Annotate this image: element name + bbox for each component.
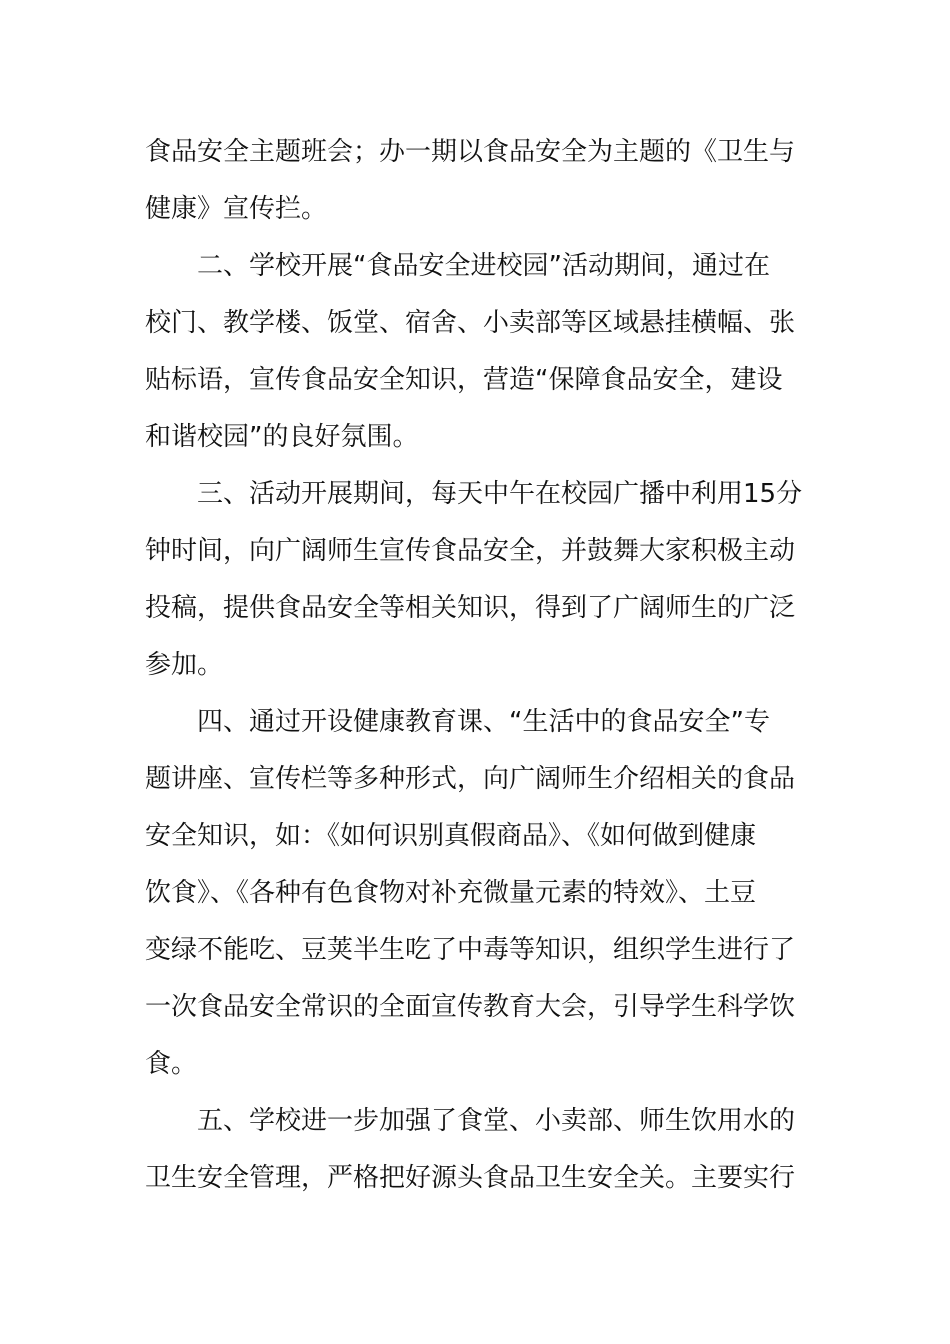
text-line: 校门、教学楼、饭堂、宿舍、小卖部等区域悬挂横幅、张: [145, 308, 796, 338]
text-line: 食。: [145, 1049, 198, 1079]
paragraph-start-line: 三、活动开展期间，每天中午在校园广播中利用15分: [197, 479, 803, 509]
text-line: 健康》宣传拦。: [145, 194, 328, 224]
text-line: 卫生安全管理，严格把好源头食品卫生安全关。主要实行: [145, 1163, 796, 1193]
paragraph-start-line: 五、学校进一步加强了食堂、小卖部、师生饮用水的: [197, 1106, 796, 1136]
text-line: 参加。: [145, 650, 224, 680]
text-line: 饮食》、《各种有色食物对补充微量元素的特效》、土豆: [145, 878, 757, 908]
text-line: 变绿不能吃、豆荚半生吃了中毒等知识，组织学生进行了: [145, 935, 796, 965]
text-line: 安全知识，如：《如何识别真假商品》、《如何做到健康: [145, 821, 757, 851]
text-line: 食品安全主题班会；办一期以食品安全为主题的《卫生与: [145, 137, 796, 167]
text-line: 投稿，提供食品安全等相关知识，得到了广阔师生的广泛: [145, 593, 796, 623]
document-body: [145, 124, 805, 1207]
text-line: 贴标语，宣传食品安全知识，营造“保障食品安全，建设: [145, 365, 783, 395]
paragraph-start-line: 二、学校开展“食品安全进校园”活动期间，通过在: [197, 251, 770, 281]
paragraph-start-line: 四、通过开设健康教育课、“生活中的食品安全”专: [197, 707, 770, 737]
text-line: 和谐校园”的良好氛围。: [145, 422, 419, 452]
text-line: 题讲座、宣传栏等多种形式，向广阔师生介绍相关的食品: [145, 764, 796, 794]
text-line: 一次食品安全常识的全面宣传教育大会，引导学生科学饮: [145, 992, 796, 1022]
text-line: 钟时间，向广阔师生宣传食品安全，并鼓舞大家积极主动: [145, 536, 796, 566]
